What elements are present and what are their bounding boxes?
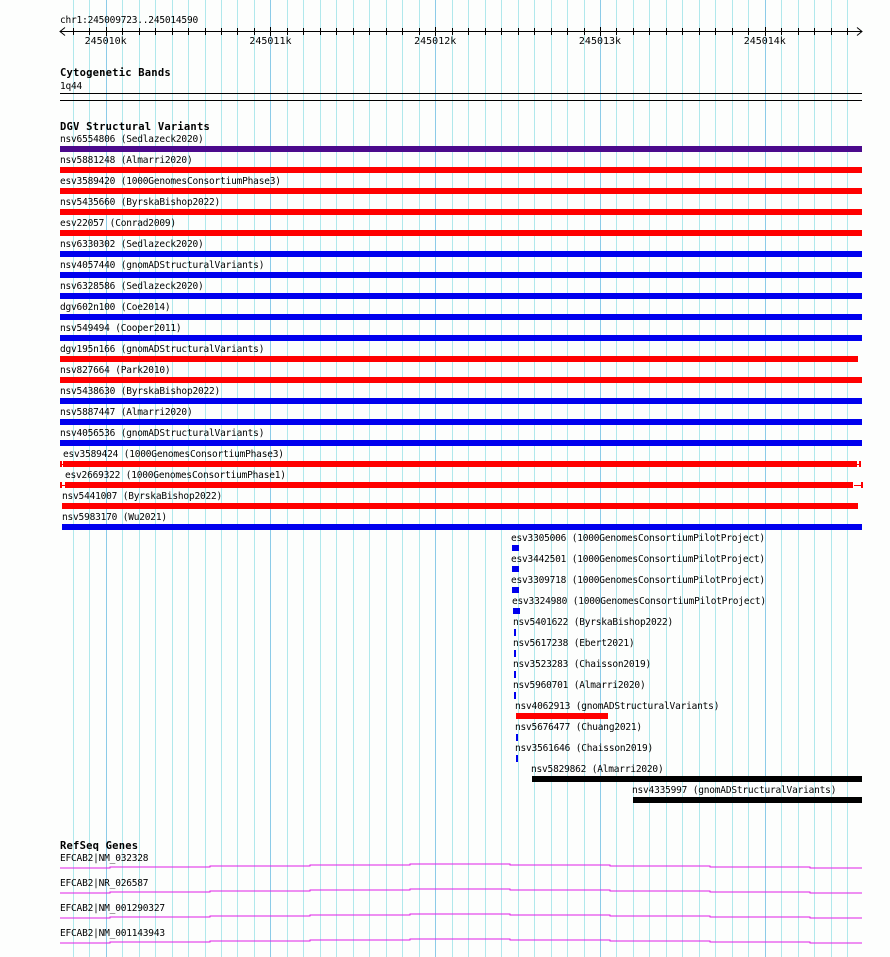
- cytoband-label: 1q44: [60, 81, 83, 92]
- gene-label[interactable]: EFCAB2|NR_026587: [60, 878, 149, 889]
- variant-label[interactable]: nsv5438630 (ByrskaBishop2022): [60, 386, 221, 397]
- variant-label[interactable]: esv3305006 (1000GenomesConsortiumPilotProject): [511, 533, 765, 544]
- variant-bar[interactable]: [514, 671, 516, 678]
- gene-label[interactable]: EFCAB2|NM_001143943: [60, 928, 165, 939]
- variant-bar[interactable]: [633, 797, 862, 803]
- ruler[interactable]: [0, 24, 890, 50]
- variant-bar[interactable]: [516, 734, 518, 741]
- variant-label[interactable]: esv2669322 (1000GenomesConsortiumPhase1): [65, 470, 286, 481]
- ruler-tick-label: 245010k: [84, 36, 127, 47]
- confidence-interval-cap: [60, 482, 62, 488]
- variant-bar[interactable]: [60, 230, 862, 236]
- variant-bar[interactable]: [512, 587, 519, 593]
- gene-intron-line: [60, 864, 862, 868]
- variant-bar[interactable]: [512, 545, 519, 551]
- gene-model[interactable]: [0, 933, 890, 947]
- location-label: chr1:245009723..245014590: [60, 15, 198, 26]
- variant-label[interactable]: nsv6328586 (Sedlazeck2020): [60, 281, 204, 292]
- variant-bar[interactable]: [62, 524, 862, 530]
- variant-label[interactable]: dgv195n166 (gnomADStructuralVariants): [60, 344, 265, 355]
- confidence-interval-cap: [859, 461, 861, 467]
- variant-label[interactable]: nsv5617238 (Ebert2021): [513, 638, 635, 649]
- variant-label[interactable]: nsv5435660 (ByrskaBishop2022): [60, 197, 221, 208]
- confidence-interval-cap: [861, 482, 863, 488]
- variant-label[interactable]: esv3589420 (1000GenomesConsortiumPhase3): [60, 176, 281, 187]
- variant-bar[interactable]: [60, 314, 862, 320]
- ruler-tick-label: 245011k: [249, 36, 292, 47]
- gene-model[interactable]: [0, 908, 890, 922]
- confidence-interval-cap: [60, 461, 62, 467]
- variant-bar[interactable]: [512, 566, 519, 572]
- variant-bar[interactable]: [60, 440, 862, 446]
- variant-label[interactable]: nsv3561646 (Chaisson2019): [515, 743, 653, 754]
- track-divider: [60, 100, 862, 101]
- gene-label[interactable]: EFCAB2|NM_001290327: [60, 903, 165, 914]
- variant-bar[interactable]: [60, 398, 862, 404]
- variant-bar[interactable]: [60, 272, 862, 278]
- variant-label[interactable]: esv22057 (Conrad2009): [60, 218, 176, 229]
- variant-bar[interactable]: [62, 503, 858, 509]
- variant-label[interactable]: nsv4056536 (gnomADStructuralVariants): [60, 428, 265, 439]
- variant-bar[interactable]: [532, 776, 862, 782]
- variant-label[interactable]: esv3309718 (1000GenomesConsortiumPilotProject): [511, 575, 765, 586]
- refseq-track-title: RefSeq Genes: [60, 840, 139, 852]
- variant-bar[interactable]: [514, 650, 516, 657]
- ruler-tick-label: 245014k: [743, 36, 786, 47]
- variant-label[interactable]: esv3442501 (1000GenomesConsortiumPilotProject): [511, 554, 765, 565]
- ruler-tick-label: 245012k: [414, 36, 457, 47]
- variant-bar[interactable]: [516, 755, 518, 762]
- variant-bar[interactable]: [60, 188, 862, 194]
- variant-bar[interactable]: [60, 167, 862, 173]
- variant-label[interactable]: dgv602n100 (Coe2014): [60, 302, 171, 313]
- ruler-tick-label: 245013k: [578, 36, 622, 47]
- variant-label[interactable]: nsv5983170 (Wu2021): [62, 512, 167, 523]
- variant-bar[interactable]: [60, 377, 862, 383]
- variant-label[interactable]: nsv827664 (Park2010): [60, 365, 171, 376]
- gene-intron-line: [60, 889, 862, 893]
- gene-label[interactable]: EFCAB2|NM_032328: [60, 853, 149, 864]
- variant-label[interactable]: nsv6330302 (Sedlazeck2020): [60, 239, 204, 250]
- variant-label[interactable]: esv3324980 (1000GenomesConsortiumPilotProject): [512, 596, 766, 607]
- variant-label[interactable]: nsv6554806 (Sedlazeck2020): [60, 134, 204, 145]
- gene-intron-line: [60, 914, 862, 918]
- variant-label[interactable]: nsv5960701 (Almarri2020): [513, 680, 646, 691]
- variant-bar[interactable]: [60, 335, 862, 341]
- variant-bar[interactable]: [514, 629, 516, 636]
- variant-bar[interactable]: [60, 146, 862, 152]
- cytoband-track-title: Cytogenetic Bands: [60, 67, 171, 79]
- gene-model[interactable]: [0, 858, 890, 872]
- variant-bar[interactable]: [513, 608, 520, 614]
- variant-bar[interactable]: [516, 713, 608, 719]
- variant-label[interactable]: nsv549494 (Cooper2011): [60, 323, 182, 334]
- dgv-track-title: DGV Structural Variants: [60, 121, 210, 133]
- variant-bar[interactable]: [60, 251, 862, 257]
- cytoband-line[interactable]: [60, 93, 862, 94]
- variant-label[interactable]: nsv4335997 (gnomADStructuralVariants): [632, 785, 837, 796]
- variant-label[interactable]: nsv5887447 (Almarri2020): [60, 407, 193, 418]
- variant-bar[interactable]: [60, 419, 862, 425]
- variant-label[interactable]: nsv5676477 (Chuang2021): [515, 722, 642, 733]
- variant-label[interactable]: nsv5401622 (ByrskaBishop2022): [513, 617, 674, 628]
- variant-label[interactable]: nsv5881248 (Almarri2020): [60, 155, 193, 166]
- variant-label[interactable]: nsv5441007 (ByrskaBishop2022): [62, 491, 223, 502]
- variant-bar[interactable]: [65, 482, 853, 488]
- variant-label[interactable]: nsv4057440 (gnomADStructuralVariants): [60, 260, 265, 271]
- variant-label[interactable]: nsv4062913 (gnomADStructuralVariants): [515, 701, 720, 712]
- variant-bar[interactable]: [60, 293, 862, 299]
- variant-bar[interactable]: [60, 356, 858, 362]
- variant-label[interactable]: nsv5829862 (Almarri2020): [531, 764, 664, 775]
- variant-label[interactable]: nsv3523283 (Chaisson2019): [513, 659, 651, 670]
- variant-label[interactable]: esv3589424 (1000GenomesConsortiumPhase3): [63, 449, 284, 460]
- variant-bar[interactable]: [60, 209, 862, 215]
- variant-bar[interactable]: [514, 692, 516, 699]
- gene-intron-line: [60, 939, 862, 943]
- gene-model[interactable]: [0, 883, 890, 897]
- variant-bar[interactable]: [63, 461, 857, 467]
